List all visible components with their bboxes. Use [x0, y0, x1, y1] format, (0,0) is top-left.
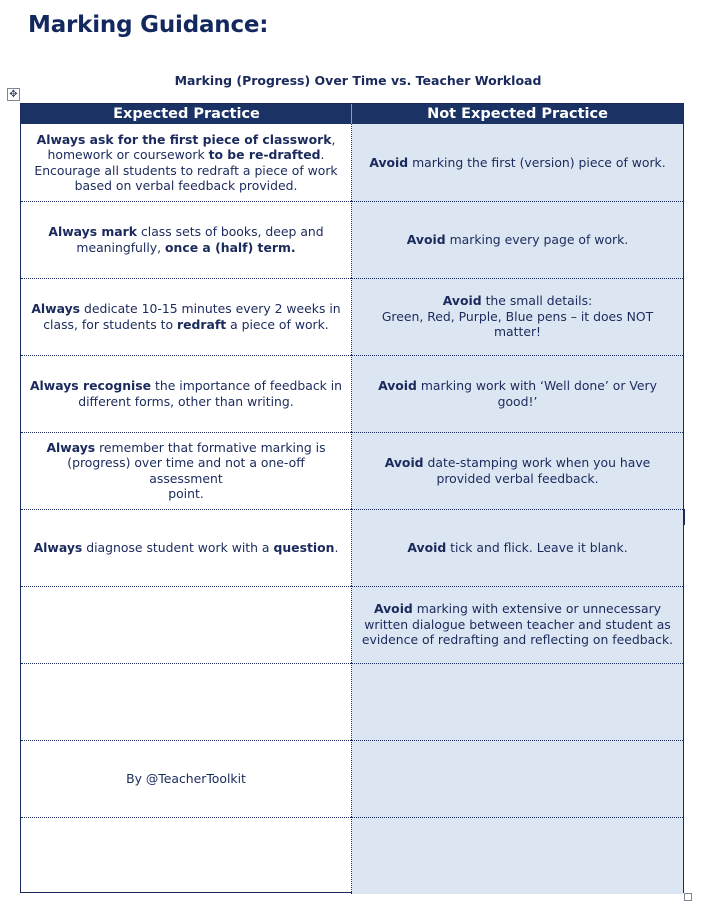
emphasis-text: question: [273, 539, 335, 555]
table-row: [21, 817, 683, 894]
emphasis-text: Always mark: [48, 224, 138, 239]
body-text: written dialogue between teacher and student as: [364, 616, 671, 632]
body-text: the importance of feedback in: [151, 378, 343, 393]
cell-text: [48, 224, 323, 255]
not-expected-practice-cell[interactable]: [352, 432, 683, 509]
body-text: By @TeacherToolkit: [126, 770, 246, 786]
body-text: meaningfully,: [76, 239, 166, 255]
body-text: diagnose student work with a: [82, 539, 274, 555]
not-expected-practice-cell[interactable]: [352, 663, 683, 740]
header-not-expected-practice: Not Expected Practice: [427, 106, 608, 122]
table-row: [21, 124, 683, 201]
table-row: [21, 663, 683, 740]
body-text: based on verbal feedback provided.: [74, 178, 298, 193]
body-text: .: [334, 539, 339, 555]
not-expected-practice-cell[interactable]: [352, 740, 683, 817]
table-row: [21, 432, 683, 509]
header-expected-practice: Expected Practice: [113, 106, 260, 122]
emphasis-text: Always: [33, 539, 83, 555]
body-text: evidence of redrafting and reflecting on feedback.: [361, 632, 674, 648]
cell-text: [34, 132, 337, 194]
emphasis-text: Always ask for the first piece of classwork: [36, 131, 332, 147]
cell-text: [362, 601, 673, 648]
text-cursor: [683, 509, 685, 525]
cell-text: [407, 540, 627, 556]
table-header: [21, 104, 683, 124]
body-text: Green, Red, Purple, Blue pens – it does NOT matter!: [381, 308, 654, 340]
body-text: dedicate 10-15 minutes every 2 weeks in: [80, 301, 341, 316]
expected-practice-cell[interactable]: [21, 124, 352, 201]
table-row: [21, 740, 683, 817]
body-text: Encourage all students to redraft a piece of work: [34, 162, 338, 178]
body-text: marking the first (version) piece of work.: [408, 154, 666, 170]
body-text: marking work with ‘Well done’ or Very good!’: [416, 378, 657, 409]
expected-practice-cell[interactable]: [21, 509, 352, 586]
row-divider: [21, 740, 683, 741]
emphasis-text: Always: [31, 301, 81, 316]
expected-practice-cell[interactable]: [21, 663, 352, 740]
body-text: the small details:: [481, 293, 593, 309]
body-text: remember that formative marking is: [95, 439, 326, 455]
expected-practice-cell[interactable]: [21, 817, 352, 894]
row-divider: [21, 355, 683, 356]
body-text: tick and flick. Leave it blank.: [446, 539, 628, 555]
not-expected-practice-cell[interactable]: [352, 586, 683, 663]
table-row: [21, 509, 683, 586]
move-cross-icon[interactable]: ✥: [7, 88, 20, 101]
emphasis-text: Avoid: [442, 293, 482, 309]
emphasis-text: to be re-drafted: [208, 147, 321, 162]
expected-practice-cell[interactable]: [21, 586, 352, 663]
body-text: (progress) over time and not a one-off assessment: [67, 455, 305, 486]
not-expected-practice-cell[interactable]: [352, 509, 683, 586]
emphasis-text: Avoid: [406, 231, 446, 247]
table-row: [21, 201, 683, 278]
emphasis-text: once a (half) term.: [165, 239, 296, 255]
emphasis-text: Avoid: [407, 539, 447, 555]
emphasis-text: Avoid: [378, 378, 417, 393]
expected-practice-cell[interactable]: [21, 278, 352, 355]
not-expected-practice-cell[interactable]: [352, 355, 683, 432]
not-expected-practice-cell[interactable]: [352, 817, 683, 894]
cell-text: [31, 301, 340, 332]
cell-text: [30, 378, 342, 409]
not-expected-practice-cell[interactable]: [352, 201, 683, 278]
row-divider: [21, 278, 683, 279]
body-text: date-stamping work when you have: [423, 455, 651, 470]
row-divider: [21, 586, 683, 587]
row-divider: [21, 509, 683, 510]
not-expected-practice-cell[interactable]: [352, 278, 683, 355]
not-expected-practice-cell[interactable]: [352, 124, 683, 201]
emphasis-text: Always recognise: [29, 378, 152, 393]
expected-practice-cell[interactable]: [21, 432, 352, 509]
emphasis-text: Avoid: [384, 455, 424, 470]
cell-text: [34, 540, 339, 556]
body-text: marking every page of work.: [445, 231, 629, 247]
row-divider: [21, 817, 683, 818]
cell-text: [360, 378, 675, 409]
cell-text: [126, 771, 246, 787]
expected-practice-cell[interactable]: [21, 201, 352, 278]
body-text: point.: [168, 486, 204, 501]
guidance-table: [20, 103, 684, 893]
body-text: class sets of books, deep and: [137, 224, 324, 239]
table-row: [21, 355, 683, 432]
emphasis-text: redraft: [176, 316, 227, 332]
cell-text: [385, 455, 651, 486]
table-resize-handle[interactable]: [684, 893, 692, 901]
emphasis-text: Avoid: [369, 154, 409, 170]
body-text: marking with extensive or unnecessary: [412, 601, 662, 617]
expected-practice-cell[interactable]: [21, 355, 352, 432]
cell-text: [29, 440, 343, 502]
body-text: ,: [331, 131, 336, 147]
expected-practice-cell[interactable]: [21, 740, 352, 817]
cell-text: [407, 232, 628, 248]
table-caption: Marking (Progress) Over Time vs. Teacher Workload: [174, 73, 542, 88]
emphasis-text: Always: [46, 439, 96, 455]
emphasis-text: Avoid: [373, 601, 413, 617]
row-divider: [21, 432, 683, 433]
body-text: provided verbal feedback.: [436, 470, 599, 486]
body-text: a piece of work.: [226, 316, 329, 332]
body-text: class, for students to: [43, 316, 177, 332]
row-divider: [21, 201, 683, 202]
body-text: .: [320, 147, 325, 162]
body-text: different forms, other than writing.: [78, 393, 294, 409]
cell-text: [369, 155, 665, 171]
table-row: [21, 278, 683, 355]
page-title: Marking Guidance:: [28, 12, 269, 38]
table-row: [21, 586, 683, 663]
row-divider: [21, 663, 683, 664]
body-text: homework or coursework: [47, 147, 209, 162]
cell-text: [360, 293, 675, 340]
